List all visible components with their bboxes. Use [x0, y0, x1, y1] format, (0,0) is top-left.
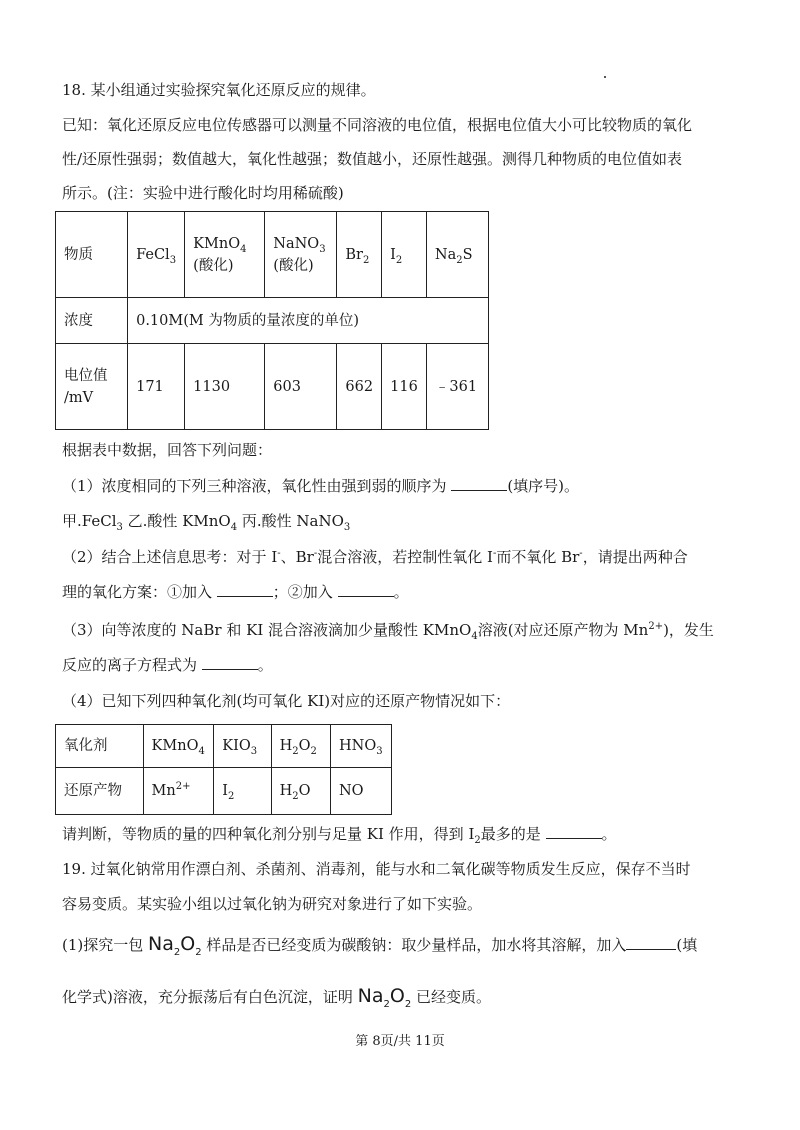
header-br2: $Br_2$ [337, 212, 382, 298]
header-oxidant: 氧化剂 [56, 725, 144, 768]
answer-blank[interactable] [546, 824, 602, 839]
potential-na2s: ﹣361 [426, 344, 488, 430]
answer-blank[interactable] [202, 655, 258, 670]
q18-intro: 根据表中数据，回答下列问题： [62, 441, 273, 459]
q18-known-line3: 所示。(注：实验中进行酸化时均用稀硫酸) [62, 184, 344, 202]
oxidant-table [55, 724, 392, 815]
potential-br2: 662 [337, 344, 382, 430]
product-h2o: $H_2O$ [271, 768, 330, 815]
q18-part1: （1）浓度相同的下列三种溶液，氧化性由强到弱的顺序为 (填序号)。 [62, 477, 580, 495]
table-row [56, 768, 392, 815]
potential-label: 电位值 /mV [56, 344, 128, 430]
header-fecl3: FeCl$_3$ [128, 212, 185, 298]
answer-blank[interactable] [451, 476, 507, 491]
q18-title: 18. 某小组通过实验探究氧化还原反应的规律。 [62, 81, 376, 99]
header-substance: 物质 [56, 212, 128, 298]
q18-part4-judge: 请判断，等物质的量的四种氧化剂分别与足量 KI 作用，得到 $I_2$最多的是 。 [62, 825, 617, 846]
header-kio3: $KIO_3$ [214, 725, 271, 768]
potential-i2: 116 [382, 344, 427, 430]
q19-part1-line2: 化学式)溶液，充分振荡后有白色沉淀，证明 $Na_2O_2$ 已经变质。 [62, 985, 491, 1010]
concentration-label: 浓度 [56, 298, 128, 344]
q18-part2: （2）结合上述信息思考：对于 I-、Br-混合溶液，若控制性氧化 I-而不氧化 Br-，请提出两种合 [62, 548, 688, 566]
potential-kmno4: 1130 [185, 344, 265, 430]
answer-blank[interactable] [217, 582, 273, 597]
product-label: 还原产物 [56, 768, 144, 815]
answer-blank[interactable] [626, 935, 676, 950]
header-i2: $I_2$ [382, 212, 427, 298]
table-row [56, 212, 489, 298]
header-kmno4: KMnO$_4$ (酸化) [185, 212, 265, 298]
q18-part3-line2: 反应的离子方程式为 。 [62, 656, 273, 674]
q18-known-line2: 性/还原性强弱；数值越大，氧化性越强；数值越小，还原性越强。测得几种物质的电位值如表 [62, 150, 683, 168]
header-nano3: NaNO$_3$ (酸化) [265, 212, 337, 298]
q18-part1-options: 甲.FeCl$_3$ 乙.酸性 KMnO$_4$ 丙.酸性 NaNO$_3$ [62, 512, 351, 533]
header-hno3: $HNO_3$ [330, 725, 391, 768]
q18-part4: （4）已知下列四种氧化剂(均可氧化 KI)对应的还原产物情况如下： [62, 692, 511, 710]
potential-table [55, 211, 489, 430]
q18-known-line1: 已知：氧化还原反应电位传感器可以测量不同溶液的电位值，根据电位值大小可比较物质的氧化 [62, 116, 693, 134]
formula-na2o2: $Na_2O_2$ [357, 985, 412, 1010]
table-row [56, 344, 489, 430]
q18-part3: （3）向等浓度的 NaBr 和 KI 混合溶液滴加少量酸性 KMnO$_4$溶液(对应还原产物为 $Mn^{2+}$)，发生 [62, 621, 714, 642]
formula-na2o2: $Na_2O_2$ [148, 933, 202, 958]
product-mn: $Mn^{2+}$ [143, 768, 214, 815]
q19-line1: 19. 过氧化钠常用作漂白剂、杀菌剂、消毒剂，能与水和二氧化碳等物质发生反应，保存不当时 [62, 860, 691, 878]
table-row [56, 298, 489, 344]
q19-line2: 容易变质。某实验小组以过氧化钠为研究对象进行了如下实验。 [62, 895, 483, 913]
potential-nano3: 603 [265, 344, 337, 430]
header-kmno4: KMnO$_4$ [143, 725, 214, 768]
q19-part1: (1)探究一包 $Na_2O_2$ 样品是否已经变质为碳酸钠：取少量样品，加水将其溶解，加入 (填 [62, 933, 698, 958]
concentration-value: 0.10M(M 为物质的量浓度的单位) [128, 298, 489, 344]
product-no: NO [330, 768, 391, 815]
speck-mark [604, 76, 606, 78]
page-footer: 第 8页/共 11页 [355, 1034, 445, 1049]
table-row [56, 725, 392, 768]
q18-part2-line2: 理的氧化方案：①加入 ；②加入 。 [62, 583, 409, 601]
potential-fecl3: 171 [128, 344, 185, 430]
product-i2: $I_2$ [214, 768, 271, 815]
header-h2o2: $H_2O_2$ [271, 725, 330, 768]
header-na2s: $Na_2S$ [426, 212, 488, 298]
answer-blank[interactable] [338, 582, 394, 597]
